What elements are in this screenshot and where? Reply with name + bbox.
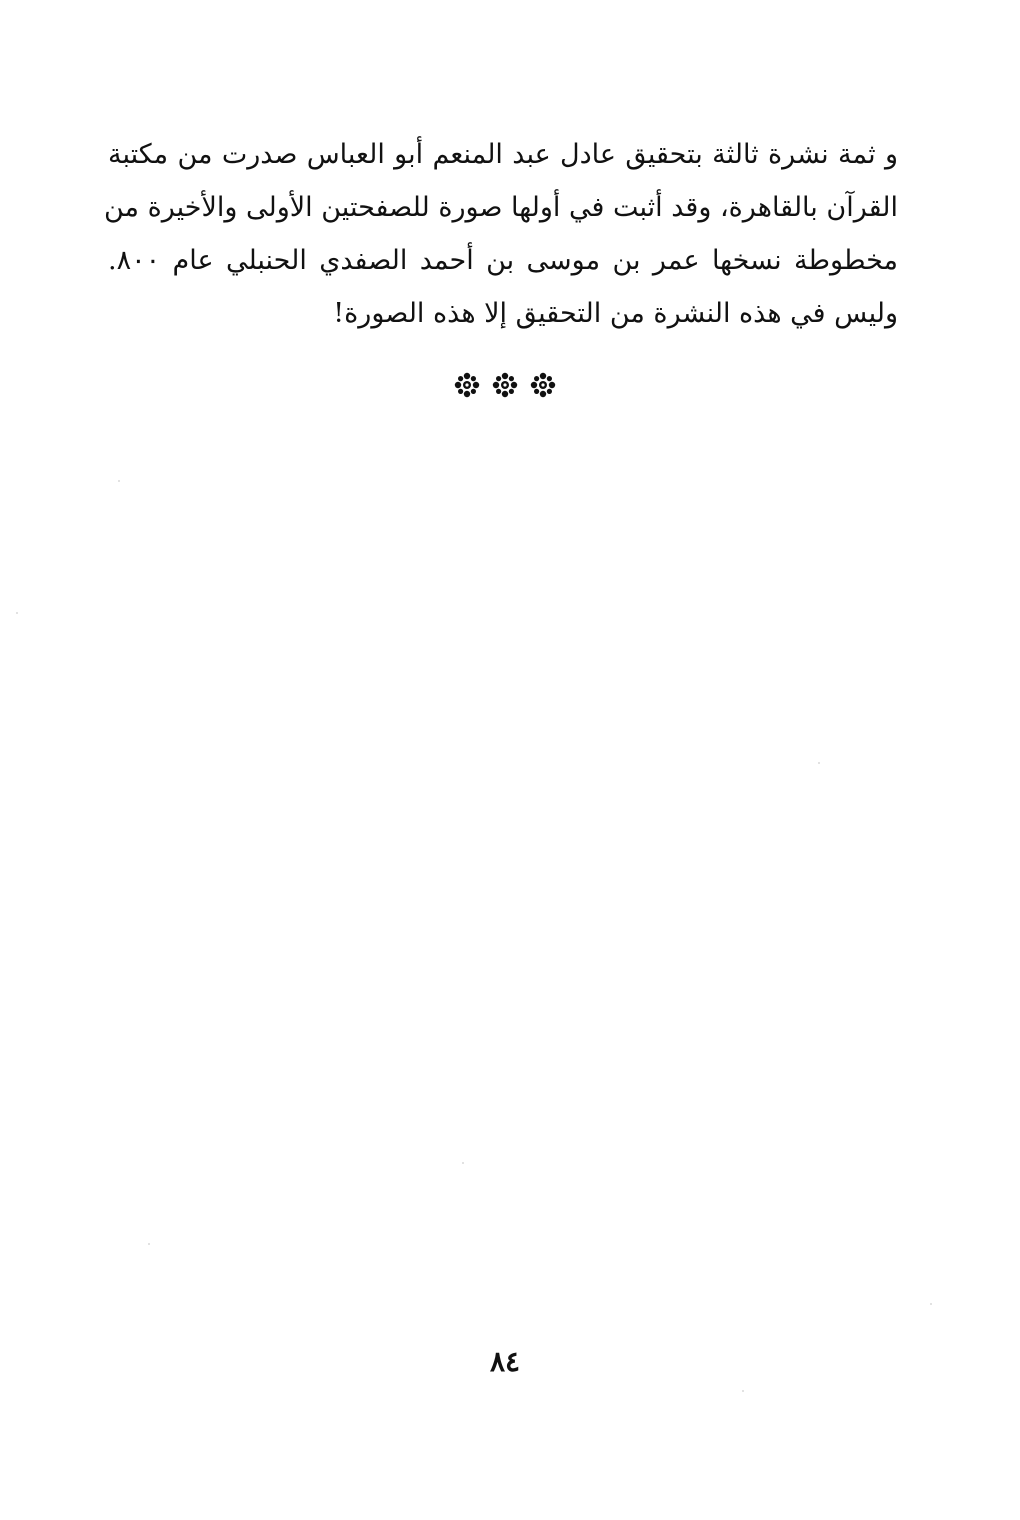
scan-speck	[930, 1303, 932, 1305]
text-line: القرآن بالقاهرة، وقد أثبت في أولها صورة للصفحتين الأولى والأخيرة من	[103, 192, 898, 223]
scan-speck	[462, 1162, 464, 1164]
scan-speck	[16, 612, 18, 614]
text-line: وليس في هذه النشرة من التحقيق إلا هذه الصورة!	[333, 298, 898, 329]
floral-ornament-icon	[492, 372, 518, 398]
text-line: و ثمة نشرة ثالثة بتحقيق عادل عبد المنعم أبو العباس صدرت من مكتبة	[108, 139, 898, 170]
scan-speck	[148, 1243, 150, 1245]
floral-ornament-icon	[530, 372, 556, 398]
scan-speck	[818, 762, 820, 764]
page-number: ٨٤	[489, 1345, 521, 1378]
scan-speck	[118, 480, 120, 482]
paragraph	[103, 128, 898, 340]
text-line: مخطوطة نسخها عمر بن موسى بن أحمد الصفدي الحنبلي عام ٨٠٠.	[108, 245, 898, 276]
floral-ornament-icon	[454, 372, 480, 398]
scan-speck	[742, 1390, 744, 1392]
section-separator	[440, 372, 570, 402]
